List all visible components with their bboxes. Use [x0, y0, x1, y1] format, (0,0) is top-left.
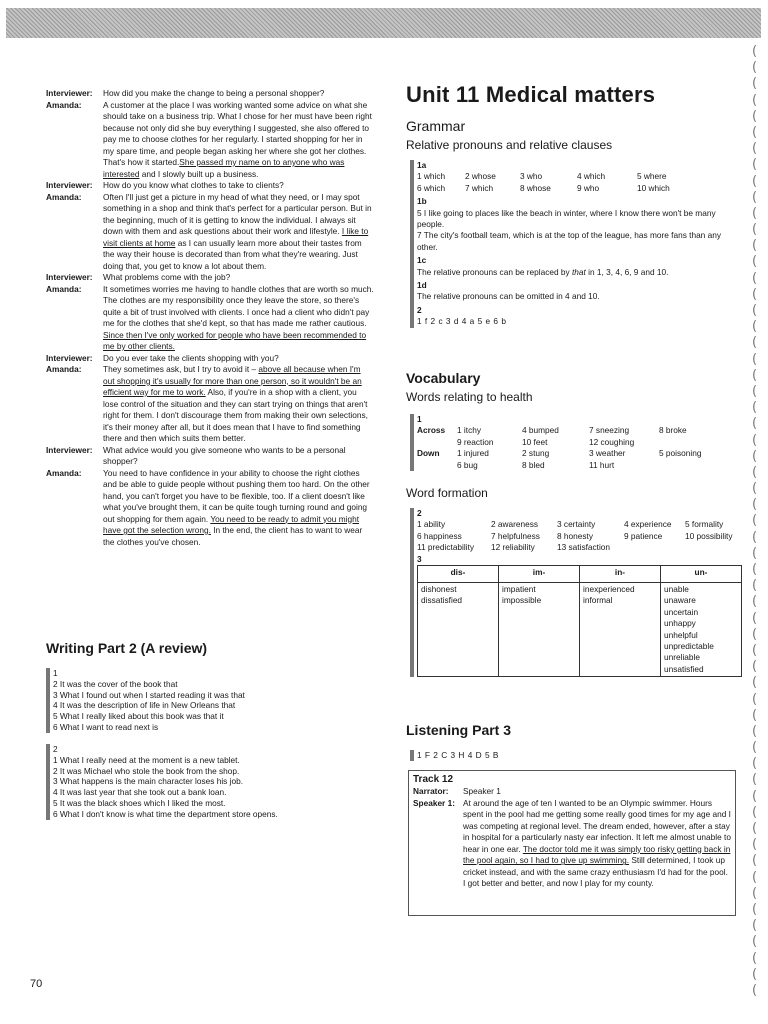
binder-ring: (	[752, 464, 758, 480]
utterance	[103, 192, 374, 273]
prefix-header: in-	[580, 566, 661, 583]
wf-answer: 2 awareness	[491, 519, 539, 530]
prefix-header: dis-	[418, 566, 499, 583]
binder-ring: (	[752, 740, 758, 756]
utterance	[103, 100, 374, 181]
wf-answer: 10 possibility	[685, 530, 733, 541]
grammar-1a-row1	[417, 171, 742, 182]
prefix-word: unhappy	[664, 618, 696, 629]
wf-answer: 1 ability	[417, 519, 446, 530]
binder-ring: (	[752, 238, 758, 254]
page-number: 70	[30, 978, 43, 990]
crossword-row	[417, 425, 742, 436]
binder-ring: (	[752, 400, 758, 416]
transcript-turn	[46, 192, 374, 273]
binder-ring: (	[752, 76, 758, 92]
transcript-turn	[46, 100, 374, 181]
wf-row2	[417, 531, 747, 542]
grammar-answer: 8 whose	[520, 182, 551, 193]
prefix-table-header	[418, 566, 742, 583]
crossword-answer: 1 injured	[457, 448, 489, 459]
listening-heading: Listening Part 3	[406, 722, 512, 738]
binder-ring: (	[752, 610, 758, 626]
unit-title: Unit 11 Medical matters	[406, 82, 656, 107]
transcript-turn	[46, 284, 374, 353]
grammar-answers	[410, 160, 742, 328]
word-formation-heading: Word formation	[406, 486, 488, 500]
grammar-answer: 5 where	[637, 171, 667, 182]
narrator-label: Narrator:	[413, 786, 449, 797]
speaker-label: Interviewer:	[46, 444, 93, 455]
binder-ring: (	[752, 934, 758, 950]
writing-answer: 6 What I don't know is what time the department store opens.	[53, 808, 278, 819]
writing-answer: 2 It was Michael who stole the book from the shop.	[53, 765, 240, 776]
crossword-direction: Across	[417, 425, 446, 436]
prefix-column	[580, 583, 661, 677]
crossword-row	[417, 448, 742, 459]
binder-ring: (	[752, 481, 758, 497]
writing-answer: 6 What I want to read next is	[53, 721, 159, 732]
binder-ring: (	[752, 853, 758, 869]
binder-ring: (	[752, 513, 758, 529]
binder-ring: (	[752, 626, 758, 642]
utterance	[103, 364, 374, 445]
transcript-turn	[46, 468, 374, 549]
vocabulary-subheading: Words relating to health	[406, 390, 533, 404]
binder-ring: (	[752, 675, 758, 691]
crossword-answer: 10 feet	[522, 436, 548, 447]
binder-ring: (	[752, 205, 758, 221]
grammar-answer: 1 which	[417, 171, 446, 182]
binder-ring: (	[752, 367, 758, 383]
writing-answer: 4 It was the description of life in New Orleans that	[53, 700, 236, 711]
utterance-text: How did you make the change to being a personal shopper?	[103, 88, 325, 98]
utterance-text-after: as I can usually learn more about their tastes from the way their house is decorated than from what they're wearing. Just doing that, you get to know a lot about them.	[103, 237, 362, 271]
grammar-answer: 4 which	[577, 171, 606, 182]
binder-ring: (	[752, 254, 758, 270]
binder-ring: (	[752, 966, 758, 982]
prefix-word: inexperienced	[583, 584, 635, 595]
wf-answer: 8 honesty	[557, 530, 593, 541]
binder-ring: (	[752, 189, 758, 205]
listening-answers-text: 1 F 2 C 3 H 4 D 5 B	[417, 750, 499, 760]
utterance-text-after: and I slowly built up a business.	[139, 168, 259, 179]
writing-set1-list	[53, 679, 353, 733]
crossword-answer: 4 bumped	[522, 425, 559, 436]
grammar-1b-7: 7 The city's football team, which is at the top of the league, has more fans than any other.	[417, 230, 721, 252]
crossword-answer: 8 bled	[522, 459, 545, 470]
binder-ring: (	[752, 173, 758, 189]
crossword-answer: 7 sneezing	[589, 425, 630, 436]
binder-ring: (	[752, 351, 758, 367]
binder-ring: (	[752, 691, 758, 707]
crossword-row	[417, 437, 742, 448]
binder-ring: (	[752, 529, 758, 545]
prefix-word: unaware	[664, 595, 696, 606]
writing-answer: 5 It was the black shoes which I liked the most.	[53, 797, 226, 808]
binder-ring: (	[752, 124, 758, 140]
wf-row1	[417, 519, 747, 530]
utterance-text: It sometimes worries me having to handle clothes that are worth so much. The clothes are my responsibility once they leave the store, so there's quite a bit of trust involved with clients. I once had a client who didn't pay me for the clothes that she'd kept, so that has made me rather cautious.	[103, 283, 374, 328]
writing-answers-1	[46, 668, 353, 733]
wf-answer: 5 formality	[685, 519, 724, 530]
crossword-answer: 9 reaction	[457, 436, 494, 447]
writing-set2-list	[53, 755, 363, 820]
prefix-word: uncertain	[664, 606, 699, 617]
writing-answer: 3 What happens is the main character loses his job.	[53, 776, 244, 787]
grammar-1b-5: 5 I like going to places like the beach in winter, where I know there won't be many people.	[417, 207, 716, 230]
binder-ring: (	[752, 448, 758, 464]
prefix-word: unable	[664, 584, 689, 595]
grammar-answer: 6 which	[417, 182, 446, 193]
listening-answers	[410, 750, 499, 761]
grammar-answer: 2 whose	[465, 171, 496, 182]
speaker-label: Amanda:	[46, 467, 82, 478]
binder-ring: (	[752, 885, 758, 901]
grammar-answer: 9 who	[577, 182, 600, 193]
grammar-1c-post: in 1, 3, 4, 6, 9 and 10.	[585, 266, 669, 277]
binder-ring: (	[752, 44, 758, 59]
speaker1-text-underlined: The doctor told me it was simply too risky getting back in the pool again, so I had to give up swimming.	[463, 843, 731, 866]
wf-answer: 6 happiness	[417, 530, 462, 541]
prefix-column	[499, 583, 580, 677]
crossword-answer: 12 coughing	[589, 436, 635, 447]
crossword-answer: 6 bug	[457, 459, 478, 470]
grammar-answer: 10 which	[637, 182, 670, 193]
binder-ring: (	[752, 383, 758, 399]
speaker-label: Interviewer:	[46, 352, 93, 363]
crossword-direction: Down	[417, 448, 440, 459]
utterance-text: Often I'll just get a picture in my head of what they need, or I may spot something in a shop and think that's perfect for a particular person. But in the beginning, much of it is getting to know the individual. I always sit down with them and ask questions about their work and lifestyle.	[103, 191, 372, 236]
prefix-word: unreliable	[664, 652, 700, 663]
speaker1-text	[463, 798, 731, 890]
binder-ring: (	[752, 270, 758, 286]
prefix-header: un-	[661, 566, 742, 583]
utterance-underlined: above all because when I'm out shopping it's usually for more than one person, so it wouldn't be an efficient way for me to work.	[103, 364, 362, 397]
prefix-column	[418, 583, 499, 677]
crossword-direction	[417, 437, 457, 448]
utterance-underlined: I like to visit clients at home	[103, 226, 369, 248]
binder-ring: (	[752, 303, 758, 318]
crossword-answer	[659, 437, 719, 448]
utterance-text-after: In the end, the client has to want to wear the clothes you've chosen.	[103, 525, 363, 547]
binder-ring: (	[752, 594, 758, 610]
scanned-header-bar	[6, 8, 761, 38]
utterance-text: They sometimes ask, but I try to avoid it –	[103, 364, 259, 374]
speaker-label: Amanda:	[46, 283, 82, 294]
binder-ring: (	[752, 497, 758, 513]
grammar-1c-pre: The relative pronouns can be replaced by	[417, 266, 572, 277]
prefix-word: informal	[583, 595, 613, 606]
utterance-text: A customer at the place I was working wanted some advice on what she should take on a business trip. What I chose for her must have been right because not only did she buy everything I suggested, she also offered to pay me to choose clothes for her regularly. I started shopping for her in my spare time, and people began asking her where she got her clothes. That's how it started.	[103, 99, 372, 167]
grammar-subheading: Relative pronouns and relative clauses	[406, 138, 613, 152]
transcript-turn	[46, 272, 374, 284]
crossword-answer: 5 poisoning	[659, 448, 702, 459]
writing-answer: 1 What I really need at the moment is a new tablet.	[53, 754, 240, 765]
utterance	[103, 180, 374, 192]
label-2: 2	[417, 304, 422, 315]
label-1a: 1a	[417, 160, 427, 170]
binder-ring: (	[752, 286, 758, 302]
prefix-table-body	[418, 583, 742, 677]
prefix-word: impossible	[502, 595, 542, 606]
binder-ring: (	[752, 108, 758, 124]
binder-ring: (	[752, 804, 758, 820]
binder-ring: (	[752, 578, 758, 594]
transcript-turn	[46, 353, 374, 365]
utterance	[103, 272, 374, 284]
grammar-answer: 3 who	[520, 171, 543, 182]
binder-ring: (	[752, 157, 758, 173]
prefix-table	[417, 565, 742, 677]
binder-ring: (	[752, 335, 758, 351]
speaker-label: Interviewer:	[46, 272, 93, 282]
binder-ring: (	[752, 723, 758, 739]
speaker-label: Amanda:	[46, 99, 82, 110]
crossword-answer	[659, 460, 719, 471]
speaker-label: Amanda:	[46, 364, 82, 374]
binder-ring: (	[752, 950, 758, 966]
wf-label-2: 2	[417, 508, 422, 518]
writing-answer: 4 It was last year that she took out a bank loan.	[53, 787, 227, 798]
utterance-text: What advice would you give someone who wants to be a personal shopper?	[103, 444, 346, 466]
grammar-1c	[417, 267, 742, 278]
crossword-answer: 11 hurt	[589, 459, 615, 470]
wf-answer: 7 helpfulness	[491, 530, 540, 541]
binder-ring: (	[752, 92, 758, 108]
utterance-underlined: You need to be ready to admit you might have got the selection wrong.	[103, 513, 360, 535]
crossword-row	[417, 460, 742, 471]
transcript-turn	[46, 88, 374, 100]
binder-ring: (	[752, 60, 758, 76]
grammar-1c-em: that	[571, 266, 586, 277]
narrator-text: Speaker 1	[463, 786, 501, 797]
binder-ring: (	[752, 707, 758, 723]
binder-ring: (	[752, 901, 758, 917]
wf-answer: 9 patience	[624, 530, 663, 541]
utterance-text: How do you know what clothes to take to clients?	[103, 180, 284, 190]
binder-ring: (	[752, 562, 758, 577]
transcript-turn	[46, 364, 374, 445]
label-1c: 1c	[417, 255, 427, 266]
prefix-word: dishonest	[421, 584, 457, 595]
vocabulary-heading: Vocabulary	[406, 370, 481, 386]
writing-answer: 5 What I really liked about this book was that it	[53, 711, 224, 722]
wf-answer: 12 reliability	[491, 542, 535, 553]
grammar-2-answers: 1 f 2 c 3 d 4 a 5 e 6 b	[417, 316, 507, 327]
track-12-box	[408, 770, 736, 916]
grammar-1d: The relative pronouns can be omitted in 4 and 10.	[417, 291, 600, 302]
prefix-word: unsatisfied	[664, 663, 704, 674]
utterance	[103, 88, 374, 100]
narrator-line	[413, 786, 731, 798]
grammar-1a-row2	[417, 183, 742, 194]
prefix-header: im-	[499, 566, 580, 583]
binder-ring: (	[752, 869, 758, 885]
utterance-underlined: Since then I've only worked for people who have been recommended to me by other clients.	[103, 329, 367, 351]
binder-ring: (	[752, 642, 758, 658]
binder-rings	[752, 44, 764, 999]
writing-set1-label: 1	[53, 668, 58, 678]
writing-set2-label: 2	[53, 744, 58, 754]
crossword-grid	[417, 425, 742, 471]
binder-ring: (	[752, 432, 758, 448]
transcript-turn	[46, 180, 374, 192]
speaker1-label: Speaker 1:	[413, 797, 455, 808]
word-formation-answers	[410, 508, 747, 677]
binder-ring: (	[752, 837, 758, 853]
writing-answer: 2 It was the cover of the book that	[53, 678, 178, 689]
binder-ring: (	[752, 222, 758, 238]
speaker-label: Interviewer:	[46, 180, 93, 190]
wf-label-3: 3	[417, 553, 422, 564]
utterance	[103, 445, 374, 468]
vocabulary-crossword-answers	[410, 414, 742, 471]
speaker1-text-b: Still determined, I took up cricket instead, and with the same crazy enthusiasm I'd had for the pool. I got better and better, and now I play for my county.	[463, 855, 728, 889]
writing-part2-section	[46, 640, 207, 656]
crossword-answer: 8 broke	[659, 425, 687, 436]
prefix-word: dissatisfied	[421, 595, 463, 606]
prefix-word: unhelpful	[664, 629, 698, 640]
speaker-label: Interviewer:	[46, 88, 93, 98]
binder-ring: (	[752, 788, 758, 804]
crossword-answer: 1 itchy	[457, 425, 481, 436]
binder-ring: (	[752, 141, 758, 157]
speaker1-line	[413, 798, 731, 890]
writing-answers-2	[46, 744, 363, 820]
transcript-turn	[46, 445, 374, 468]
writing-answer: 3 What I found out when I started reading it was that	[53, 689, 245, 700]
binder-ring: (	[752, 319, 758, 335]
binder-ring: (	[752, 545, 758, 561]
binder-ring: (	[752, 756, 758, 772]
writing-heading: Writing Part 2 (A review)	[46, 640, 208, 656]
utterance	[103, 468, 374, 549]
utterance	[103, 353, 374, 365]
wf-answer: 11 predictability	[417, 542, 475, 553]
crossword-answer: 2 stung	[522, 448, 550, 459]
interview-transcript	[46, 88, 374, 548]
utterance-underlined: She passed my name on to anyone who was interested	[103, 157, 345, 179]
prefix-column	[661, 583, 742, 677]
prefix-word: impatient	[502, 584, 536, 595]
utterance-text-after: Also, if you're in a shop with a client, you lose control of the situation and they can start trying on things that aren't right for them. I don't discourage them from making their own selections, it's their money after all, but it does mean that I have to find something there and then which suits them better.	[103, 387, 368, 443]
binder-ring: (	[752, 918, 758, 934]
crossword-direction	[417, 460, 457, 471]
vocab-label-1: 1	[417, 414, 422, 424]
utterance	[103, 284, 374, 353]
prefix-word: unpredictable	[664, 641, 714, 652]
binder-ring: (	[752, 821, 758, 836]
binder-ring: (	[752, 659, 758, 675]
speaker1-text-a: At around the age of ten I wanted to be an Olympic swimmer. Hours spent in the pool had me getting some really good times for my age and I was competing at regional level. The dream ended, however, after a stay in hospital for a particularly nasty ear infection. It left me almost unable to hear in one ear.	[463, 797, 731, 854]
wf-answer: 3 certainty	[557, 519, 596, 530]
binder-ring: (	[752, 772, 758, 788]
utterance-text: Do you ever take the clients shopping with you?	[103, 352, 279, 363]
binder-ring: (	[752, 982, 758, 998]
wf-answer: 13 satisfaction	[557, 542, 611, 553]
crossword-answer: 3 weather	[589, 448, 626, 459]
wf-answer: 4 experience	[624, 519, 672, 530]
utterance-text: What problems come with the job?	[103, 272, 231, 282]
grammar-answer: 7 which	[465, 182, 494, 193]
utterance-text: You need to have confidence in your ability to choose the right clothes and be able to guide people without pushing them too hard. On the other hand, you can't forget you have to be flexible, too. If a client doesn't like what you've brought them, it can be quite tough turning round and going out shopping for them again.	[103, 467, 370, 524]
wf-row3	[417, 542, 747, 553]
track-title: Track 12	[413, 774, 454, 785]
grammar-heading: Grammar	[406, 118, 466, 134]
binder-ring: (	[752, 416, 758, 432]
label-1d: 1d	[417, 280, 427, 291]
label-1b: 1b	[417, 196, 427, 207]
speaker-label: Amanda:	[46, 191, 82, 202]
